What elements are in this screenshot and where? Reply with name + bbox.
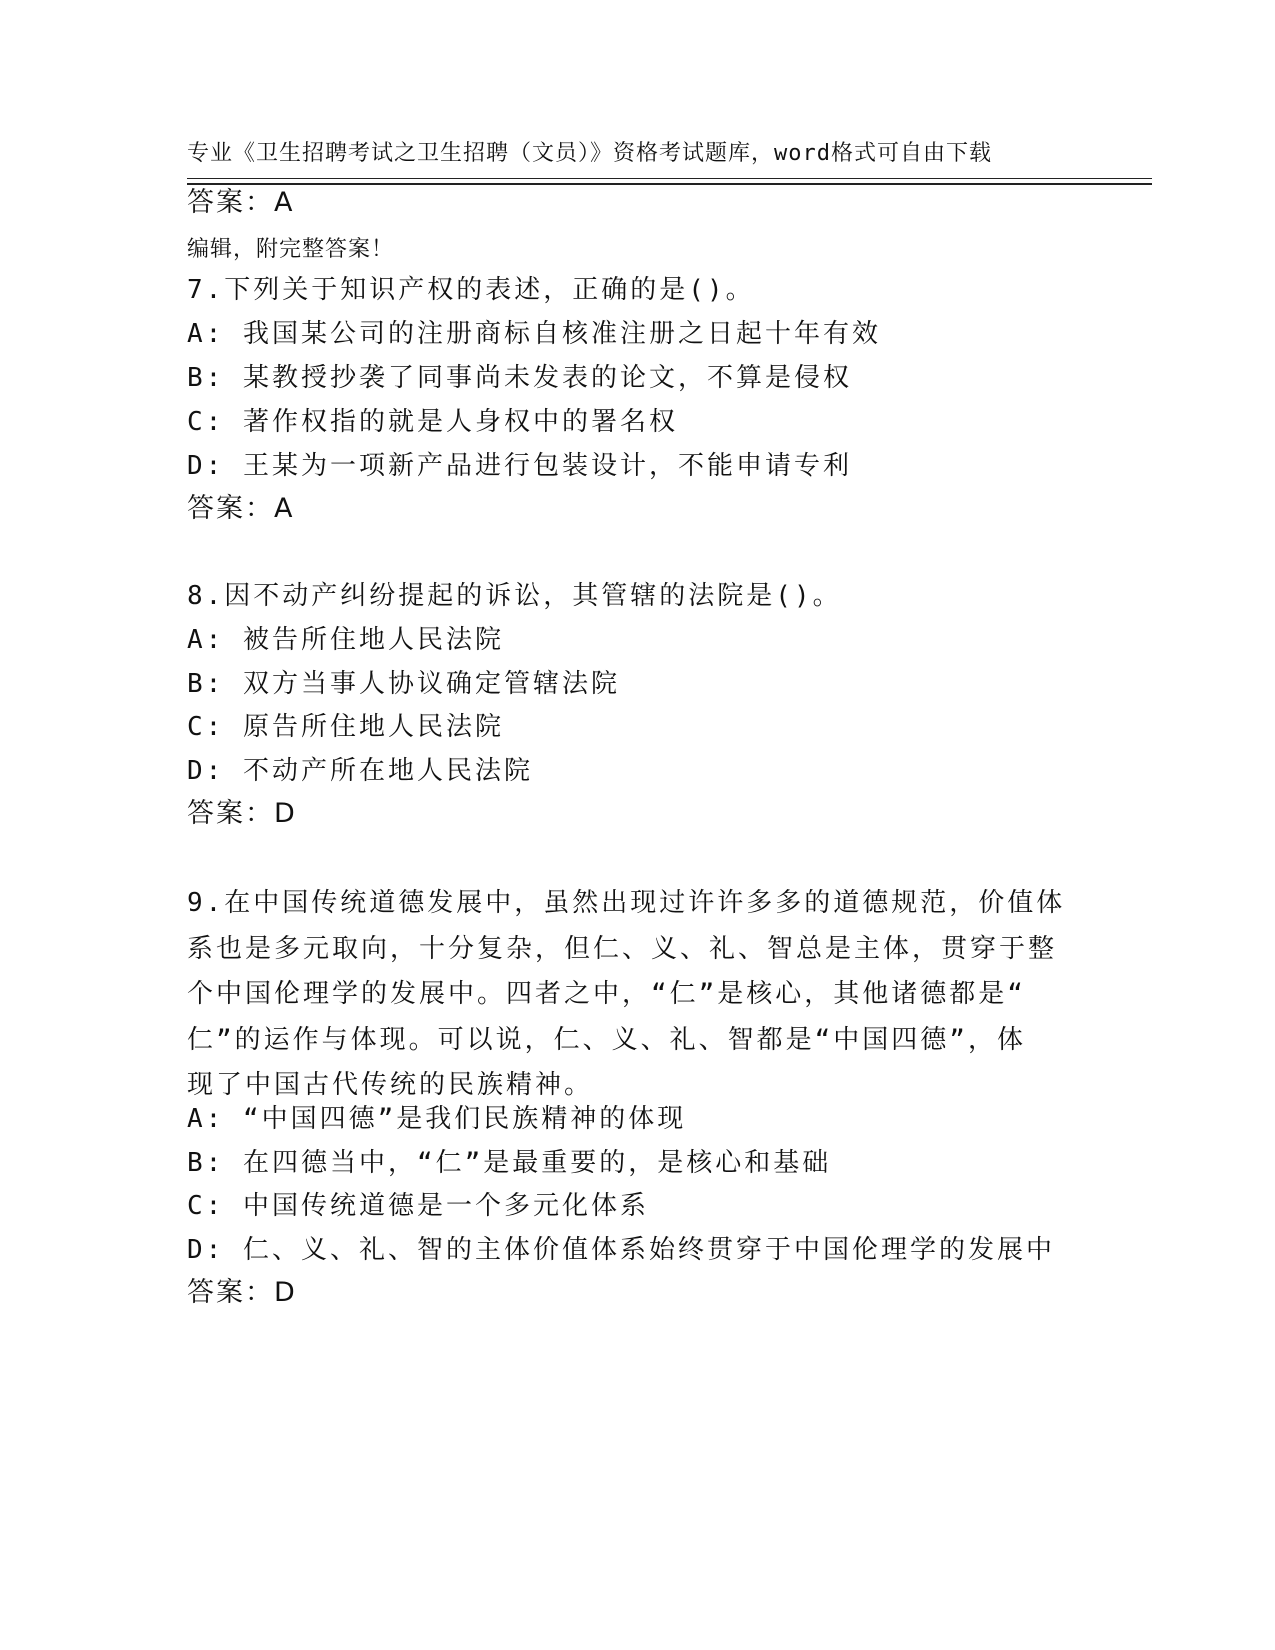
question-9-option-c: C: 中国传统道德是一个多元化体系 xyxy=(187,1191,649,1221)
question-7-option-d: D: 王某为一项新产品进行包装设计，不能申请专利 xyxy=(187,451,852,481)
question-7-option-b: B: 某教授抄袭了同事尚未发表的论文，不算是侵权 xyxy=(187,363,852,393)
question-9-stem-line: 系也是多元取向，十分复杂，但仁、义、礼、智总是主体，贯穿于整 xyxy=(187,933,1058,964)
question-8-option-b: B: 双方当事人协议确定管辖法院 xyxy=(187,669,620,699)
question-8-stem: 8.因不动产纠纷提起的诉讼，其管辖的法院是()。 xyxy=(187,581,842,611)
question-8-option-d: D: 不动产所在地人民法院 xyxy=(187,756,533,786)
header-line-1: 专业《卫生招聘考试之卫生招聘（文员）》资格考试题库，word格式可自由下载 xyxy=(187,141,992,166)
answer-value: A xyxy=(274,187,294,218)
question-7-stem: 7.下列关于知识产权的表述，正确的是()。 xyxy=(187,275,755,305)
question-9-stem-line: 现了中国古代传统的民族精神。 xyxy=(187,1070,594,1100)
answer-value: D xyxy=(274,798,296,829)
header-line-2: 编辑，附完整答案！ xyxy=(187,237,395,262)
question-9-option-a: A: “中国四德”是我们民族精神的体现 xyxy=(187,1104,687,1134)
question-9-stem-line: 个中国伦理学的发展中。四者之中，“仁”是核心，其他诸德都是“ xyxy=(187,979,1026,1009)
answer-label: 答案： xyxy=(187,187,274,218)
question-9-option-d: D: 仁、义、礼、智的主体价值体系始终贯穿于中国伦理学的发展中 xyxy=(187,1235,1055,1265)
question-7-option-a: A: 我国某公司的注册商标自核准注册之日起十年有效 xyxy=(187,319,881,349)
answer-label: 答案： xyxy=(187,493,274,524)
answer-line xyxy=(187,185,293,221)
header-divider-thick xyxy=(187,183,1152,185)
answer-value: A xyxy=(274,493,294,524)
question-9-stem-line: 9.在中国传统道德发展中，虽然出现过许许多多的道德规范，价值体 xyxy=(187,888,1066,918)
question-8-answer xyxy=(187,796,296,832)
question-8-option-c: C: 原告所住地人民法院 xyxy=(187,712,504,742)
question-7-option-c: C: 著作权指的就是人身权中的署名权 xyxy=(187,407,678,437)
answer-label: 答案： xyxy=(187,798,274,829)
answer-value: D xyxy=(274,1277,296,1308)
question-9-option-b: B: 在四德当中，“仁”是最重要的，是核心和基础 xyxy=(187,1148,832,1178)
question-7-answer xyxy=(187,491,293,527)
question-9-stem-line: 仁”的运作与体现。可以说，仁、义、礼、智都是“中国四德”，体 xyxy=(187,1024,1026,1055)
answer-label: 答案： xyxy=(187,1277,274,1308)
question-9-answer xyxy=(187,1275,296,1311)
header-divider-thin xyxy=(187,178,1152,179)
question-8-option-a: A: 被告所住地人民法院 xyxy=(187,625,504,655)
question-9-stem xyxy=(187,881,1067,1109)
